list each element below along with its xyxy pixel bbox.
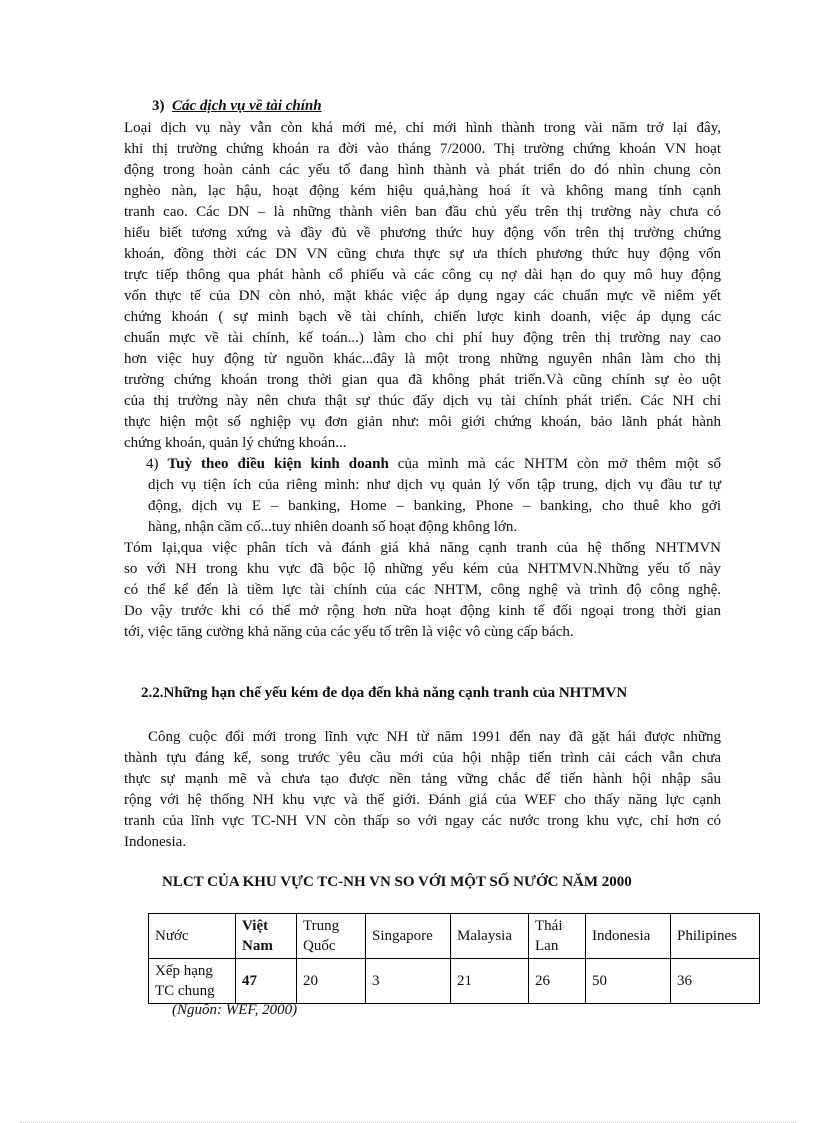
paragraph-line: động trong hoàn cảnh các yếu tố đang hình thành và phát triển do đó nhìn chung còn xyxy=(124,162,721,178)
paragraph-line: rộng với hệ thống NH khu vực và thế giới. Đánh giá của WEF cho thấy năng lực cạnh xyxy=(124,792,721,808)
table-row xyxy=(149,959,760,1004)
table-header-cell: Philipines xyxy=(671,914,760,959)
paragraph-line: tranh của lĩnh vực TC-NH VN còn thấp so với ngay các nước trong khu vực, chỉ hơn có xyxy=(124,813,721,829)
table-cell: Xếp hạng TC chung xyxy=(149,959,236,1004)
paragraph-line: Tóm lại,qua việc phân tích và đánh giá khả năng cạnh tranh của hệ thống NHTMVN xyxy=(124,540,721,556)
paragraph-line: hơn việc huy động từ nguồn khác...đây là một trong những nguyên nhân làm cho thị xyxy=(124,351,721,367)
table-cell: 20 xyxy=(297,959,366,1004)
heading-title: Các dịch vụ về tài chính xyxy=(172,98,322,114)
paragraph-line: hiểu biết tương xứng và đầy đủ về phương thức huy động vốn trên thị trường chứng xyxy=(124,225,721,241)
paragraph-line: thực hiện một số nghiệp vụ đơn giản như: môi giới chứng khoán, bảo lãnh phát hành xyxy=(124,414,721,430)
paragraph-line: có thể kể đến là tiềm lực tài chính của các NHTM, công nghệ và trình độ công nghệ. xyxy=(124,582,721,598)
section-title: 2.2.Những hạn chế yếu kém đe dọa đến khả năng cạnh tranh của NHTMVN xyxy=(141,685,628,701)
table-cell: 36 xyxy=(671,959,760,1004)
paragraph-line: khi thị trường chứng khoán ra đời vào tháng 7/2000. Thị trường chứng khoán VN hoạt xyxy=(124,141,721,157)
table-source: (Nguồn: WEF, 2000) xyxy=(172,1002,298,1018)
paragraph-line: trực tiếp thông qua phát hành cổ phiếu và các công cụ nợ dài hạn do quy mô huy động xyxy=(124,267,721,283)
item-4-rest: của mình mà các NHTM còn mở thêm một số xyxy=(388,456,721,472)
paragraph-line: Indonesia. xyxy=(124,834,187,850)
paragraph-line: nghèo nàn, lạc hậu, hoạt động kém hiệu quả,hàng hoá ít và không mang tính cạnh xyxy=(124,183,721,199)
item-4-line: hàng, nhận cầm cố...tuy nhiên doanh số hoạt động không lớn. xyxy=(148,519,518,535)
table-title: NLCT CỦA KHU VỰC TC-NH VN SO VỚI MỘT SỐ NƯỚC NĂM 2000 xyxy=(162,874,632,890)
paragraph-line: Công cuộc đổi mới trong lĩnh vực NH từ năm 1991 đến nay đã gặt hái được những xyxy=(148,729,721,745)
table-header-cell: Singapore xyxy=(366,914,451,959)
paragraph-line: chứng khoán, quản lý chứng khoán... xyxy=(124,435,347,451)
table-header-cell: Malaysia xyxy=(451,914,529,959)
table-cell: 3 xyxy=(366,959,451,1004)
paragraph-line: tranh cao. Các DN – là những thành viên ban đầu chủ yếu trên thị trường này chưa có xyxy=(124,204,721,220)
ranking-table xyxy=(148,913,760,1004)
table-cell: 50 xyxy=(586,959,671,1004)
table-header-cell: Nước xyxy=(149,914,236,959)
paragraph-line: thực sự mạnh mẽ và chưa tạo được nền tảng vững chắc để tiến hành hội nhập sâu xyxy=(124,771,721,787)
table-cell: 26 xyxy=(529,959,586,1004)
table-cell: 21 xyxy=(451,959,529,1004)
heading-number: 3) xyxy=(152,98,165,114)
paragraph-line: tới, việc tăng cường khả năng của các yếu tố trên là việc vô cùng cấp bách. xyxy=(124,624,574,640)
paragraph-line: của thị trường này nên chưa thật sự thúc đẩy dịch vụ tài chính phát triển. Các NH chỉ xyxy=(124,393,721,409)
item-4-line: dịch vụ tiện ích của riêng mình: như dịch vụ quản lý vốn tập trung, dịch vụ đầu tư tự xyxy=(148,477,721,493)
item-4 xyxy=(146,454,721,538)
table-header-cell: Thái Lan xyxy=(529,914,586,959)
paragraph-line: khoán, đồng thời các DN VN cũng chưa thực sự ưa thích phương thức huy động vốn xyxy=(124,246,721,262)
item-4-number: 4) xyxy=(146,456,159,472)
item-4-first-line xyxy=(146,454,721,475)
table-header-row xyxy=(149,914,760,959)
paragraph-line: vốn thực tế của DN còn nhỏ, mặt khác việc áp dụng ngay các chuẩn mực về niêm yết xyxy=(124,288,721,304)
paragraph-summary xyxy=(124,538,721,643)
table-cell: 47 xyxy=(236,959,297,1004)
table-header-cell: Indonesia xyxy=(586,914,671,959)
paragraph-line: Loại dịch vụ này vẫn còn khá mới mẻ, chỉ mới hình thành trong vài năm trở lại đây, xyxy=(124,120,721,136)
paragraph-line: trường chứng khoán trong thời gian qua đã không phát triển.Và cũng chính sự èo uột xyxy=(124,372,721,388)
table-header-cell: Trung Quốc xyxy=(297,914,366,959)
item-4-bold: Tuỳ theo điều kiện kinh doanh xyxy=(167,456,389,472)
paragraph-financial-services xyxy=(124,118,721,454)
paragraph-line: thành tựu đáng kể, song trước yêu cầu mới của hội nhập tiến trình cải cách vẫn chưa xyxy=(124,750,721,766)
paragraph-section xyxy=(124,727,721,853)
subheading-financial-services xyxy=(152,98,322,115)
paragraph-line: chuẩn mực về tài chính, kế toán...) làm cho chi phí huy động trên thị trường nay cao xyxy=(124,330,721,346)
paragraph-line: so với NH trong khu vực đã bộc lộ những yếu kém của NHTMVN.Những yếu tố này xyxy=(124,561,721,577)
paragraph-line: Do vậy trước khi có thể mở rộng hơn nữa hoạt động kinh tế đối ngoại trong thời gian xyxy=(124,603,721,619)
table-header-cell: Việt Nam xyxy=(236,914,297,959)
item-4-line: động, dịch vụ E – banking, Home – banking, Phone – banking, cho thuê kho gởi xyxy=(148,498,721,514)
paragraph-line: chứng khoán ( sự minh bạch về tài chính, chiến lược kinh doanh, việc áp dụng các xyxy=(124,309,721,325)
